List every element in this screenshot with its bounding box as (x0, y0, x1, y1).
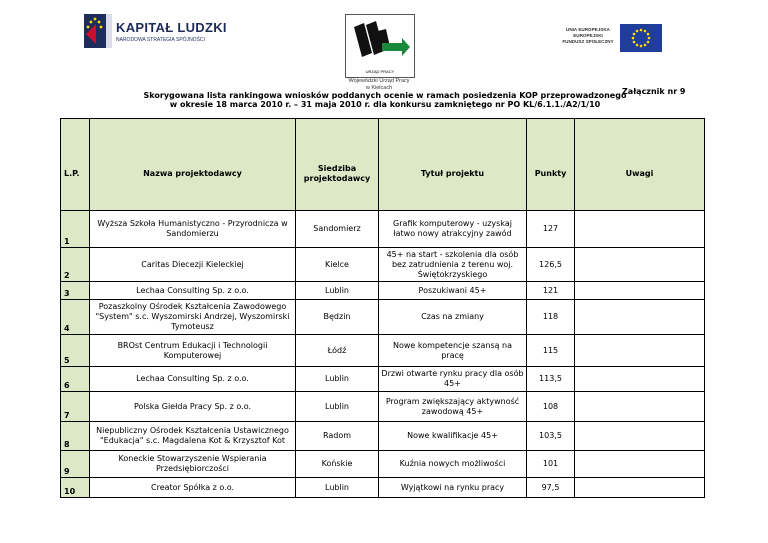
kapital-ludzki-emblem-icon (82, 10, 114, 52)
cell-seat: Końskie (296, 451, 379, 478)
cell-lp: 3 (61, 282, 90, 300)
kapital-ludzki-subtitle: NARODOWA STRATEGIA SPÓJNOŚCI (116, 37, 205, 43)
cell-seat: Sandomierz (296, 211, 379, 248)
cell-seat: Radom (296, 422, 379, 451)
cell-lp: 5 (61, 335, 90, 367)
cell-name: Niepubliczny Ośrodek Kształcenia Ustawicznego "Edukacja" s.c. Magdalena Kot & Krzysztof Kot (90, 422, 296, 451)
column-header-notes: Uwagi (575, 119, 705, 211)
eu-line3: FUNDUSZ SPOŁECZNY (562, 39, 614, 44)
table-header-row (61, 119, 705, 211)
cell-lp: 7 (61, 392, 90, 422)
column-header-points: Punkty (527, 119, 575, 211)
table-row (61, 335, 705, 367)
cell-lp: 8 (61, 422, 90, 451)
cell-project: Kuźnia nowych możliwości (379, 451, 527, 478)
cell-seat: Będzin (296, 300, 379, 335)
cell-name: BROst Centrum Edukacji i Technologii Komputerowej (90, 335, 296, 367)
document-title-line1: Skorygowana lista rankingowa wniosków poddanych ocenie w ramach posiedzenia KOP przeprowadzonego (143, 91, 627, 100)
cell-points: 121 (527, 282, 575, 300)
cell-points: 103,5 (527, 422, 575, 451)
cell-notes (575, 282, 705, 300)
table-row (61, 422, 705, 451)
cell-points: 126,5 (527, 248, 575, 282)
cell-seat: Lublin (296, 478, 379, 498)
eu-flag-icon (620, 24, 662, 52)
cell-notes (575, 335, 705, 367)
column-header-lp: L.P. (61, 119, 90, 211)
cell-name: Lechaa Consulting Sp. z o.o. (90, 367, 296, 392)
ranking-table (60, 118, 705, 498)
wup-line1: Wojewódzki Urząd Pracy (348, 78, 410, 84)
kapital-ludzki-logo (82, 10, 232, 56)
cell-lp: 1 (61, 211, 90, 248)
cell-lp: 9 (61, 451, 90, 478)
cell-notes (575, 300, 705, 335)
eu-caption (560, 27, 616, 45)
cell-points: 97,5 (527, 478, 575, 498)
cell-seat: Lublin (296, 282, 379, 300)
table-row (61, 392, 705, 422)
kapital-ludzki-title: KAPITAŁ LUDZKI (116, 20, 227, 35)
cell-notes (575, 451, 705, 478)
urzad-pracy-label: URZĄD PRACY (365, 69, 395, 74)
cell-name: Lechaa Consulting Sp. z o.o. (90, 282, 296, 300)
document-title-line2: w okresie 18 marca 2010 r. – 31 maja 2010 r. dla konkursu zamkniętego nr PO KL/6.1.1./A2/1/10 (169, 100, 601, 109)
column-header-name: Nazwa projektodawcy (90, 119, 296, 211)
cell-name: Caritas Diecezji Kieleckiej (90, 248, 296, 282)
cell-project: Nowe kompetencje szansą na pracę (379, 335, 527, 367)
column-header-project: Tytuł projektu (379, 119, 527, 211)
urzad-pracy-logo (345, 14, 415, 78)
cell-project: Wyjątkowi na rynku pracy (379, 478, 527, 498)
table-row (61, 211, 705, 248)
cell-notes (575, 248, 705, 282)
table-row (61, 451, 705, 478)
cell-notes (575, 392, 705, 422)
cell-name: Koneckie Stowarzyszenie Wspierania Przedsiębiorczości (90, 451, 296, 478)
cell-notes (575, 478, 705, 498)
cell-seat: Lublin (296, 367, 379, 392)
cell-project: Czas na zmiany (379, 300, 527, 335)
attachment-label: Załącznik nr 9 (622, 87, 686, 96)
cell-project: 45+ na start - szkolenia dla osób bez zatrudnienia z terenu woj. Świętokrzyskiego (379, 248, 527, 282)
cell-notes (575, 422, 705, 451)
cell-points: 101 (527, 451, 575, 478)
table-row (61, 248, 705, 282)
table-row (61, 367, 705, 392)
cell-project: Nowe kwalifikacje 45+ (379, 422, 527, 451)
cell-points: 127 (527, 211, 575, 248)
cell-name: Polska Giełda Pracy Sp. z o.o. (90, 392, 296, 422)
cell-lp: 6 (61, 367, 90, 392)
table-row (61, 478, 705, 498)
eu-logo (560, 24, 670, 56)
eu-line2: EUROPEJSKI (573, 33, 603, 38)
cell-project: Program zwiększający aktywność zawodową 45+ (379, 392, 527, 422)
cell-points: 115 (527, 335, 575, 367)
cell-lp: 2 (61, 248, 90, 282)
column-header-seat: Siedziba projektodawcy (296, 119, 379, 211)
cell-name: Creator Spółka z o.o. (90, 478, 296, 498)
urzad-pracy-emblem-icon (346, 17, 414, 67)
cell-name: Pozaszkolny Ośrodek Kształcenia Zawodowego "System" s.c. Wyszomirski Andrzej, Wyszomirski Tymoteusz (90, 300, 296, 335)
cell-project: Poszukiwani 45+ (379, 282, 527, 300)
cell-lp: 4 (61, 300, 90, 335)
cell-project: Grafik komputerowy - uzyskaj łatwo nowy atrakcyjny zawód (379, 211, 527, 248)
cell-name: Wyższa Szkoła Humanistyczno - Przyrodnicza w Sandomierzu (90, 211, 296, 248)
cell-notes (575, 211, 705, 248)
cell-seat: Lublin (296, 392, 379, 422)
cell-points: 118 (527, 300, 575, 335)
wup-caption (335, 78, 423, 92)
cell-points: 113,5 (527, 367, 575, 392)
cell-seat: Łódź (296, 335, 379, 367)
cell-lp: 10 (61, 478, 90, 498)
wup-line2: w Kielcach (365, 85, 393, 91)
cell-project: Drzwi otwarte rynku pracy dla osób 45+ (379, 367, 527, 392)
cell-notes (575, 367, 705, 392)
cell-points: 108 (527, 392, 575, 422)
table-row (61, 300, 705, 335)
eu-line1: UNIA EUROPEJSKA (566, 27, 610, 32)
table-row (61, 282, 705, 300)
cell-seat: Kielce (296, 248, 379, 282)
